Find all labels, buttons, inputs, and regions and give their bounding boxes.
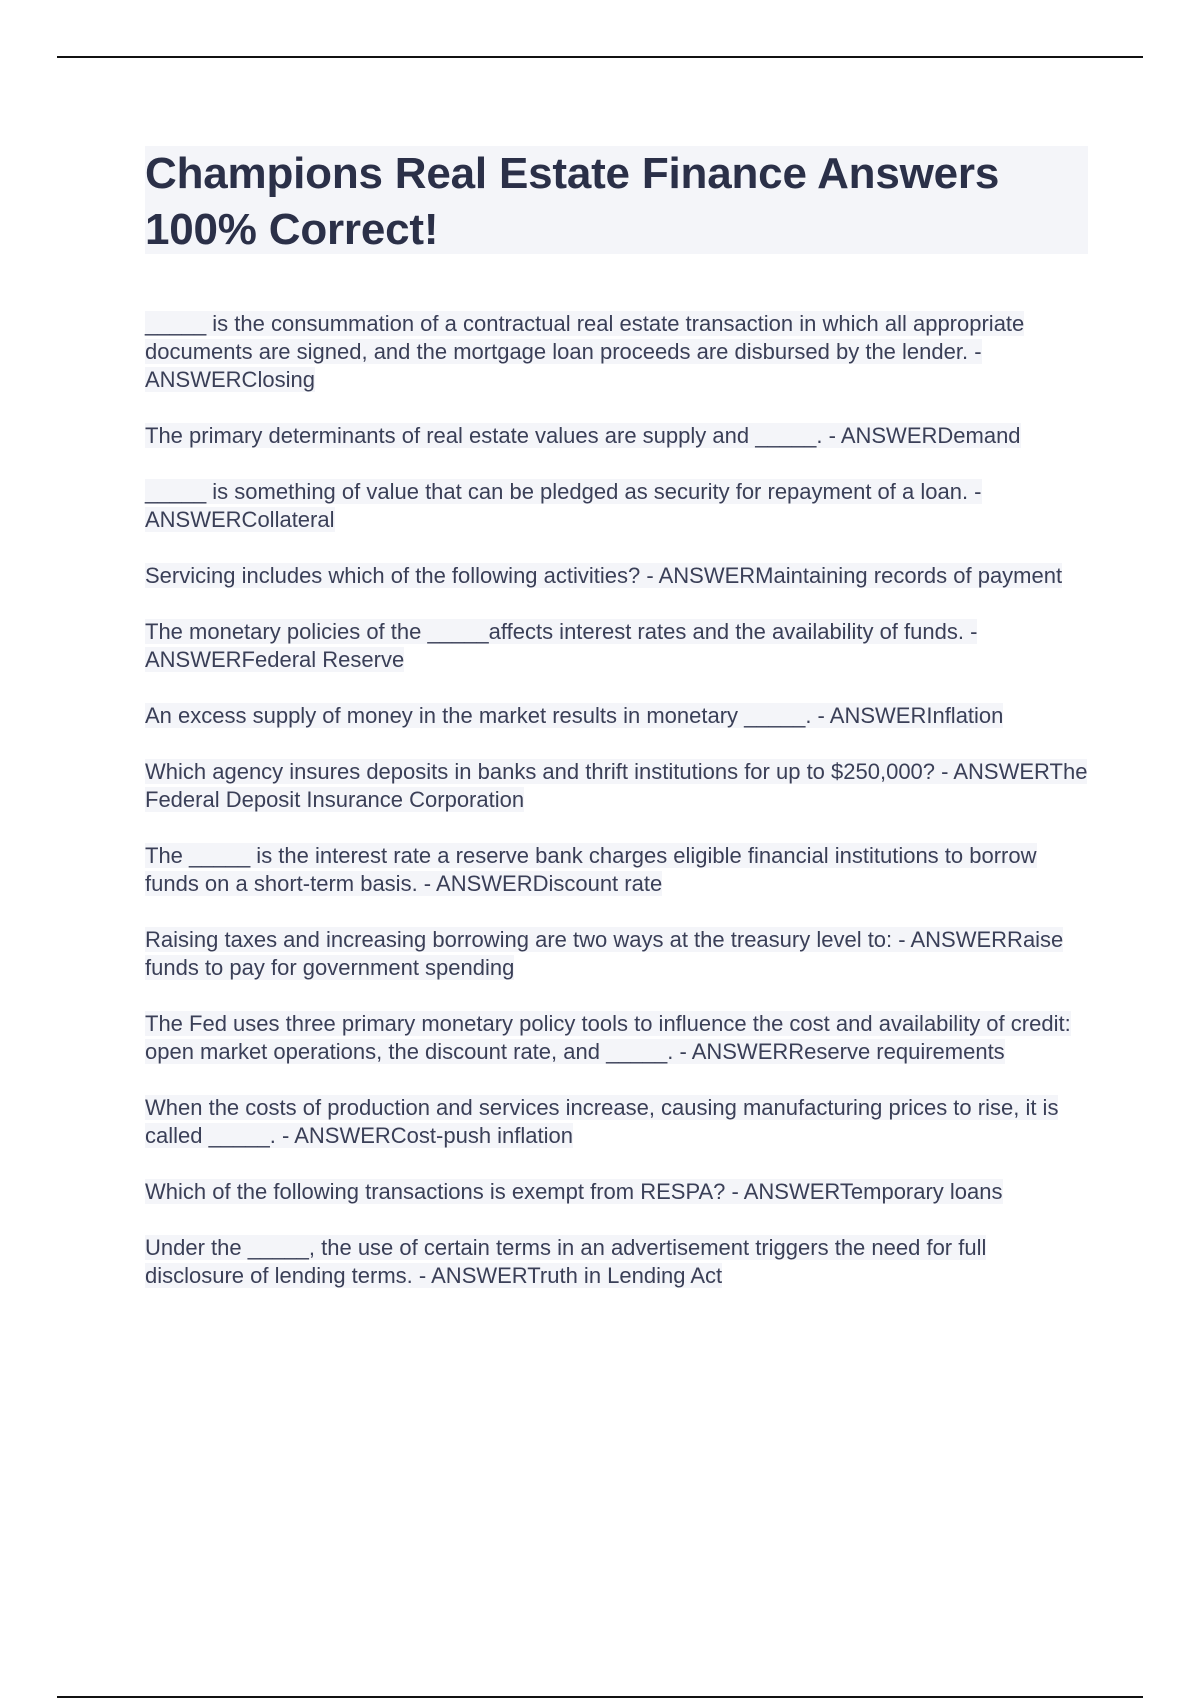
qa-item [145,1178,1088,1206]
title-block [145,146,1088,254]
qa-item [145,422,1088,450]
qa-item [145,758,1088,814]
qa-item [145,1094,1088,1150]
qa-item [145,926,1088,982]
qa-text: Under the _____, the use of certain terms in an advertisement triggers the need for full disclosure of lending terms. - ANSWERTruth in Lending Act [145,1235,987,1288]
qa-text: Raising taxes and increasing borrowing are two ways at the treasury level to: - ANSWERRaise funds to pay for government spending [145,927,1064,980]
qa-item [145,702,1088,730]
qa-text: Servicing includes which of the following activities? - ANSWERMaintaining records of payment [145,563,1063,588]
qa-item [145,1010,1088,1066]
qa-text: An excess supply of money in the market results in monetary _____. - ANSWERInflation [145,703,1004,728]
page-title: Champions Real Estate Finance Answers 100% Correct! [145,149,1000,254]
qa-item [145,618,1088,674]
qa-text: The Fed uses three primary monetary policy tools to influence the cost and availability of credit: open market operations, the discount rate, and _____. - ANSWERReserve requirements [145,1011,1071,1064]
qa-text: Which of the following transactions is exempt from RESPA? - ANSWERTemporary loans [145,1179,1003,1204]
qa-text: The monetary policies of the _____affects interest rates and the availability of funds. - ANSWERFederal Reserve [145,619,978,672]
qa-item [145,310,1088,394]
qa-list [145,310,1088,1290]
qa-item [145,478,1088,534]
top-rule [57,56,1143,58]
bottom-rule [57,1696,1143,1698]
qa-item [145,1234,1088,1290]
qa-text: Which agency insures deposits in banks and thrift institutions for up to $250,000? - ANSWERThe Federal Deposit Insurance Corporation [145,759,1088,812]
qa-text: The primary determinants of real estate values are supply and _____. - ANSWERDemand [145,423,1021,448]
qa-text: When the costs of production and services increase, causing manufacturing prices to rise, it is called _____. - ANSWERCost-push inflation [145,1095,1059,1148]
qa-item [145,562,1088,590]
qa-item [145,842,1088,898]
qa-text: _____ is the consummation of a contractual real estate transaction in which all appropriate documents are signed, and the mortgage loan proceeds are disbursed by the lender. - ANSWERClosing [145,311,1025,392]
document-body [145,146,1088,1318]
qa-text: The _____ is the interest rate a reserve bank charges eligible financial institutions to borrow funds on a short-term basis. - ANSWERDiscount rate [145,843,1037,896]
qa-text: _____ is something of value that can be pledged as security for repayment of a loan. - ANSWERCollateral [145,479,982,532]
